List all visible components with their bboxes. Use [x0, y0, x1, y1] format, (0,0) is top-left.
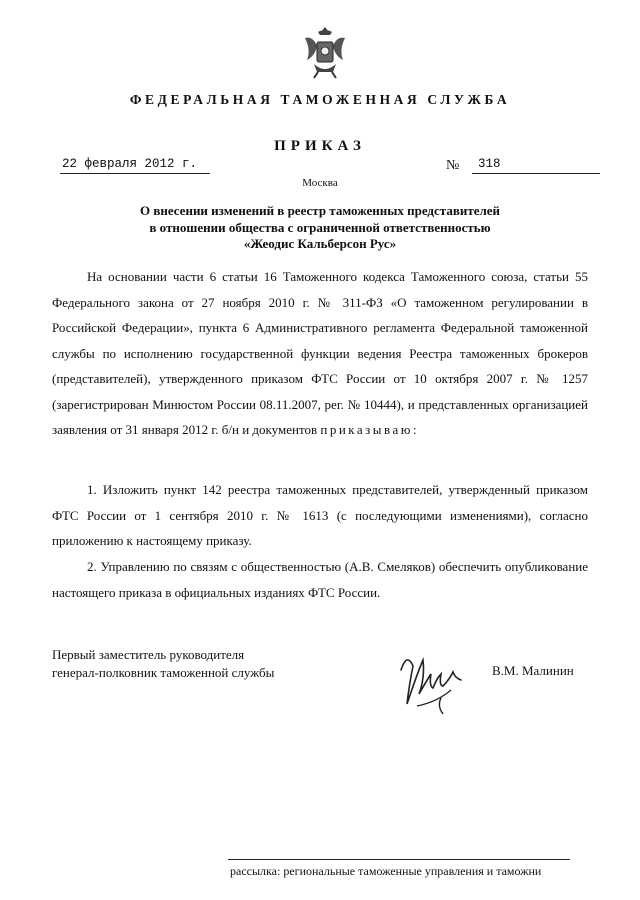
- signer-title: [52, 646, 274, 682]
- signer-name: В.М. Малинин: [492, 663, 574, 678]
- signer-title-line: Первый заместитель руководителя: [52, 647, 245, 662]
- order-item-1: [52, 477, 588, 554]
- document-type: ПРИКАЗ: [274, 138, 366, 154]
- distribution-divider: [228, 859, 570, 860]
- order-heading: [80, 203, 560, 253]
- preamble-text: На основании части 6 статьи 16 Таможенного кодекса Таможенного союза, статьи 55 Федерального закона от 27 ноября 2010 г. № 311-ФЗ «О таможенном регулировании в Российской Федерации», пункта 6 Административного регламента Федеральной таможенной службы по исполнению государственной функции ведения Реестра таможенных брокеров (представителей), утвержденного приказом ФТС России от 10 октября 2007 г. № 1257 (зарегистрирован Минюстом России 08.11.2007, рег. № 10444), и представленных организацией заявления от 31 января 2012 г. б/н и документов: [52, 269, 588, 437]
- order-date: 22 февраля 2012 г.: [60, 156, 210, 174]
- state-emblem-icon: [300, 24, 350, 80]
- item-2-text: 2. Управлению по связям с общественностью (А.В. Смеляков) обеспечить опубликование настоящего приказа в официальных изданиях ФТС России.: [52, 559, 588, 600]
- heading-line: в отношении общества с ограниченной ответственностью: [149, 219, 491, 235]
- signer-title-line: генерал-полковник таможенной службы: [52, 665, 275, 680]
- item-1-text: 1. Изложить пункт 142 реестра таможенных представителей, утвержденный приказом ФТС России от 1 сентября 2010 г. № 1613 (с последующими изменениями), согласно приложению к настоящему приказу.: [52, 482, 588, 548]
- order-number: 318: [472, 156, 600, 174]
- number-label: №: [446, 158, 460, 173]
- city: Москва: [302, 177, 338, 189]
- distribution-list: рассылка: региональные таможенные управления и таможни: [230, 864, 542, 878]
- preamble-paragraph: [52, 264, 588, 443]
- order-word: приказываю:: [320, 422, 420, 437]
- heading-line: «Жеодис Кальберсон Рус»: [243, 236, 397, 251]
- handwritten-signature: [393, 648, 469, 718]
- agency-name: ФЕДЕРАЛЬНАЯ ТАМОЖЕННАЯ СЛУЖБА: [129, 92, 511, 107]
- order-item-2: [52, 554, 588, 605]
- heading-line: О внесении изменений в реестр таможенных представителей: [139, 203, 501, 218]
